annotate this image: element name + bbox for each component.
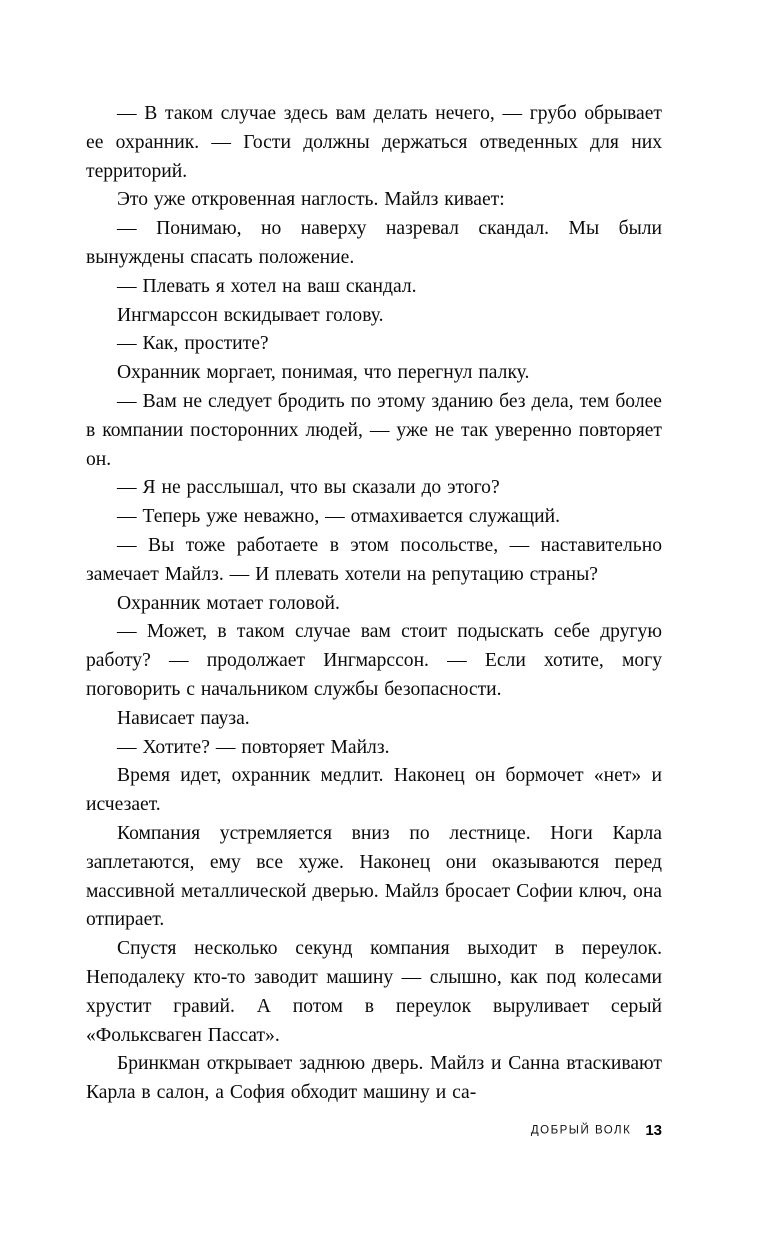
- paragraph: — Хотите? — повторяет Майлз.: [117, 736, 390, 758]
- paragraph: Время идет, охранник медлит. Наконец он бормочет «нет» и исчезает.: [86, 765, 662, 816]
- paragraph: — Плевать я хотел на ваш скандал.: [117, 275, 417, 297]
- running-title: ДОБРЫЙ ВОЛК: [530, 1124, 632, 1137]
- paragraph: Компания устремляется вниз по лестнице. Ноги Карла заплетаются, ему все хуже. Наконец они оказываются перед массивной металлической дверью. Майлз бросает Софии ключ, она отпирает.: [86, 822, 662, 931]
- paragraph: Это уже откровенная наглость. Майлз кивает:: [117, 189, 505, 211]
- paragraph: Охранник мотает головой.: [117, 592, 340, 614]
- paragraph: — В таком случае здесь вам делать нечего, — грубо обрывает ее охранник. — Гости должны держаться отведенных для них территорий.: [86, 103, 662, 182]
- page-footer: [86, 1121, 662, 1139]
- paragraph: Нависает пауза.: [117, 707, 250, 729]
- page-number: 13: [645, 1121, 662, 1139]
- paragraph: Ингмарссон вскидывает голову.: [117, 304, 384, 326]
- body-text: [86, 100, 662, 1108]
- paragraph: — Вам не следует бродить по этому зданию без дела, тем более в компании посторонних людей, — уже не так уверенно повторяет он.: [86, 390, 662, 470]
- paragraph: — Понимаю, но наверху назревал скандал. Мы были вынуждены спасать положение.: [86, 218, 662, 268]
- paragraph: — Как, простите?: [117, 333, 269, 355]
- paragraph: — Вы тоже работаете в этом посольстве, — наставительно замечает Майлз. — И плевать хотели на репутацию страны?: [86, 534, 662, 585]
- paragraph: Охранник моргает, понимая, что перегнул палку.: [117, 362, 530, 384]
- paragraph: Бринкман открывает заднюю дверь. Майлз и Санна втаскивают Карла в салон, а София обходит машину и са-: [86, 1053, 662, 1104]
- paragraph: Спустя несколько секунд компания выходит в переулок. Неподалеку кто-то заводит машину — слышно, как под колесами хрустит гравий. А потом в переулок выруливает серый «Фольксваген Пассат».: [86, 938, 662, 1046]
- paragraph: — Теперь уже неважно, — отмахивается служащий.: [117, 506, 560, 528]
- paragraph: — Я не расслышал, что вы сказали до этого?: [117, 477, 500, 499]
- paragraph: — Может, в таком случае вам стоит подыскать себе другую работу? — продолжает Ингмарссон. — Если хотите, могу поговорить с начальником службы безопасности.: [86, 621, 662, 700]
